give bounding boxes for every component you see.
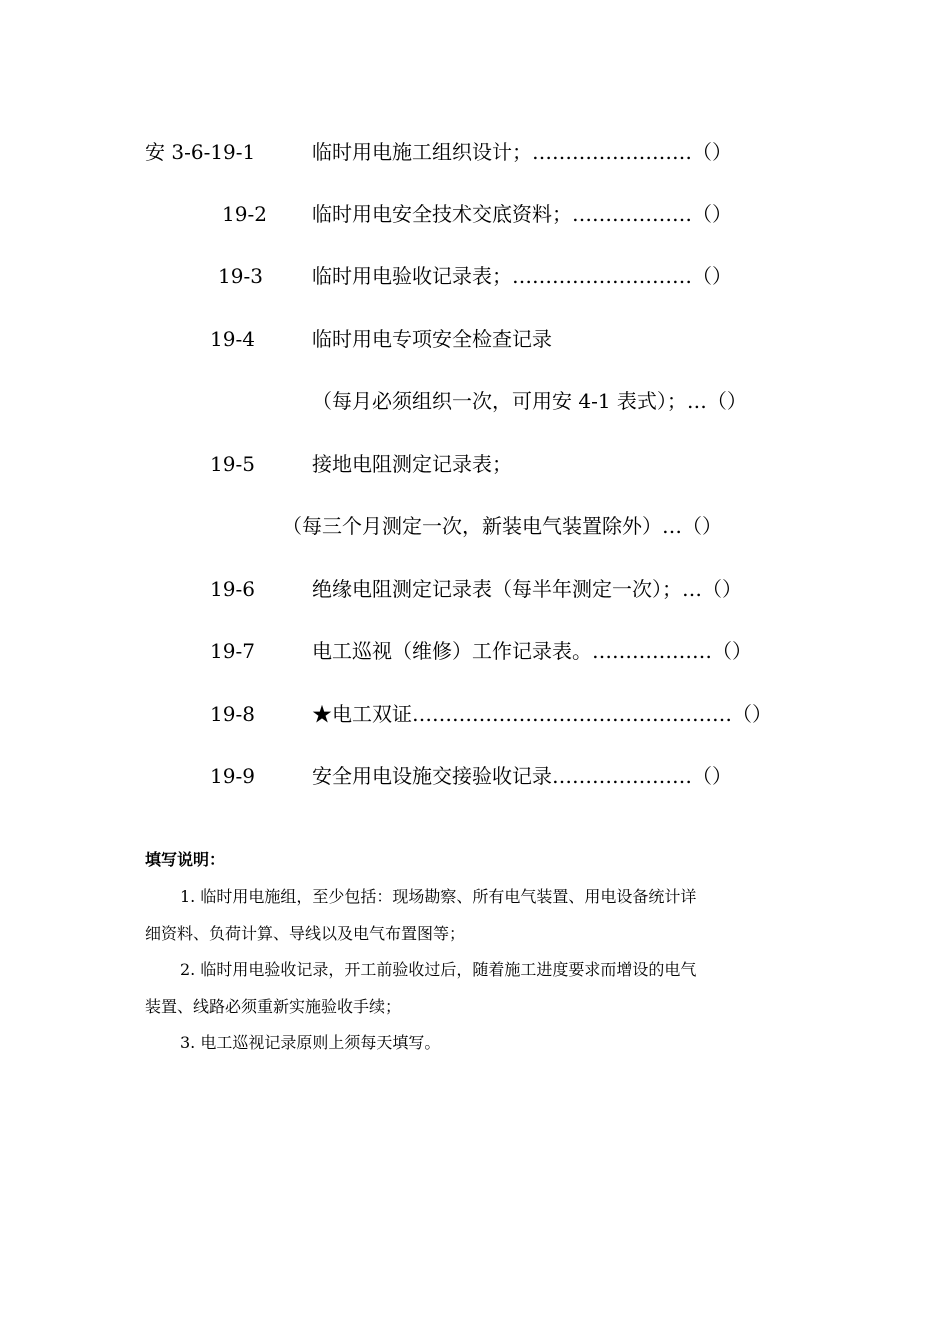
notes-title: 填写说明：	[145, 850, 226, 869]
item-text-continuation: （每月必须组织一次，可用安 4-1 表式）；…（）	[312, 389, 747, 413]
item-text: 临时用电安全技术交底资料；………………（）	[312, 202, 732, 226]
note-line: 1. 临时用电施组，至少包括：现场勘察、所有电气装置、用电设备统计详	[180, 887, 697, 906]
item-code: 19-8	[210, 702, 255, 726]
item-text: 临时用电专项安全检查记录	[312, 327, 552, 351]
note-line: 细资料、负荷计算、导线以及电气布置图等；	[145, 924, 466, 943]
item-code: 19-4	[210, 327, 255, 351]
item-text: 临时用电施工组织设计；……………………（）	[312, 140, 732, 164]
item-text: 绝缘电阻测定记录表（每半年测定一次）；…（）	[312, 577, 742, 601]
item-text-continuation: （每三个月测定一次，新装电气装置除外）…（）	[282, 514, 722, 538]
item-text: 电工巡视（维修）工作记录表。………………（）	[312, 639, 752, 663]
note-line: 2. 临时用电验收记录，开工前验收过后，随着施工进度要求而增设的电气	[180, 960, 697, 979]
note-line: 装置、线路必须重新实施验收手续；	[145, 997, 402, 1016]
item-code: 安 3-6-19-1	[145, 140, 256, 164]
item-code: 19-2	[222, 202, 267, 226]
item-code: 19-7	[210, 639, 255, 663]
item-code: 19-3	[218, 264, 263, 288]
item-text: ★电工双证…………………………………………（）	[312, 702, 772, 726]
note-line: 3. 电工巡视记录原则上须每天填写。	[180, 1033, 441, 1052]
item-code: 19-5	[210, 452, 255, 476]
item-code: 19-6	[210, 577, 255, 601]
item-text: 安全用电设施交接验收记录…………………（）	[312, 764, 732, 788]
item-text: 接地电阻测定记录表；	[312, 452, 512, 476]
item-code: 19-9	[210, 764, 255, 788]
item-text: 临时用电验收记录表；………………………（）	[312, 264, 732, 288]
